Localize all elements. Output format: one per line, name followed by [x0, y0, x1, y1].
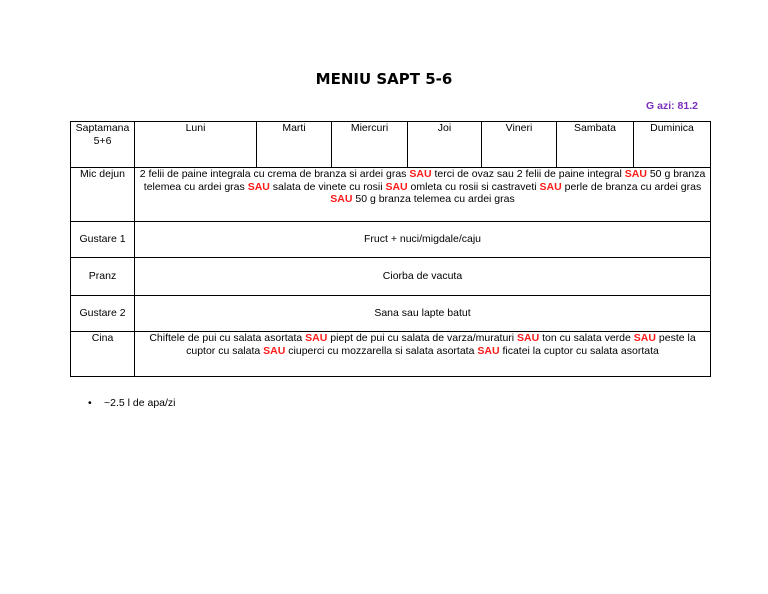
mic-dejun-option-3: 50 g branza telemea cu ardei gras [143, 168, 706, 193]
sau-separator: SAU [517, 332, 540, 344]
menu-table [70, 121, 711, 377]
sau-separator: SAU [624, 168, 647, 180]
row-label-gustare-2: Gustare 2 [71, 296, 135, 332]
header-day-vineri: Vineri [482, 122, 557, 168]
page-title: MENIU SAPT 5-6 [315, 70, 453, 88]
row-gustare-1 [71, 222, 711, 258]
sau-separator: SAU [330, 193, 353, 205]
header-day-duminica: Duminica [634, 122, 711, 168]
row-mic-dejun [71, 168, 711, 222]
header-row [71, 122, 711, 168]
sau-separator: SAU [477, 344, 500, 357]
cina-option-1: Chiftele de pui cu salata asortata [149, 332, 303, 344]
mic-dejun-options [135, 168, 711, 222]
row-cina [71, 332, 711, 377]
bullet-icon: • [88, 397, 92, 409]
sau-separator: SAU [409, 168, 432, 180]
header-day-sambata: Sambata [557, 122, 634, 168]
sau-separator: SAU [247, 180, 270, 193]
row-label-gustare-1: Gustare 1 [71, 222, 135, 258]
cina-option-4: peste la cuptor cu salata [186, 332, 696, 357]
cina-option-3: ton cu salata verde [542, 332, 631, 344]
mic-dejun-option-7: 50 g branza telemea cu ardei gras [355, 193, 515, 205]
notes-list [88, 397, 176, 409]
header-day-joi: Joi [408, 122, 482, 168]
row-label-pranz: Pranz [71, 258, 135, 296]
mic-dejun-option-2: terci de ovaz sau 2 felii de paine integral [434, 168, 622, 180]
mic-dejun-option-5: omleta cu rosii si castraveti [410, 180, 537, 193]
cina-option-2: piept de pui cu salata de varza/muraturi [330, 332, 515, 344]
row-pranz [71, 258, 711, 296]
gustare-1-text: Fruct + nuci/migdale/caju [135, 222, 711, 258]
row-label-cina: Cina [71, 332, 135, 377]
mic-dejun-option-1: 2 felii de paine integrala cu crema de branza si ardei gras [139, 168, 407, 180]
list-item [88, 397, 176, 409]
daily-g-value: G azi: 81.2 [646, 100, 698, 112]
cina-option-6: ficatei la cuptor cu salata asortata [502, 344, 659, 357]
sau-separator: SAU [539, 180, 562, 193]
sau-separator: SAU [263, 344, 286, 357]
gustare-2-text: Sana sau lapte batut [135, 296, 711, 332]
header-day-marti: Marti [257, 122, 332, 168]
note-water: ~2.5 l de apa/zi [104, 397, 176, 409]
cina-options [135, 332, 711, 377]
sau-separator: SAU [305, 332, 328, 344]
header-week: Saptamana 5+6 [71, 122, 135, 168]
mic-dejun-option-4: salata de vinete cu rosii [272, 180, 383, 193]
row-label-mic-dejun: Mic dejun [71, 168, 135, 222]
sau-separator: SAU [633, 332, 656, 344]
pranz-text: Ciorba de vacuta [135, 258, 711, 296]
mic-dejun-option-6: perle de branza cu ardei gras [564, 180, 702, 193]
row-gustare-2 [71, 296, 711, 332]
cina-option-5: ciuperci cu mozzarella si salata asortata [288, 344, 475, 357]
sau-separator: SAU [385, 180, 408, 193]
header-day-luni: Luni [135, 122, 257, 168]
header-day-miercuri: Miercuri [332, 122, 408, 168]
